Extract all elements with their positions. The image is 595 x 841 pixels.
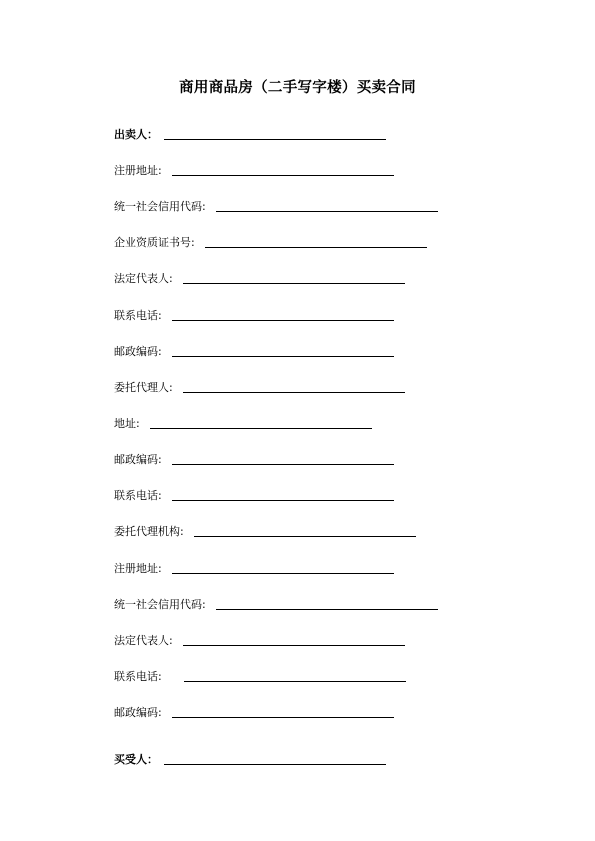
field-label: 法定代表人: <box>114 634 173 647</box>
field-label: 注册地址: <box>114 164 162 177</box>
fill-in-blank[interactable] <box>183 392 405 393</box>
fill-in-blank[interactable] <box>172 717 394 718</box>
field-row-phone <box>114 666 406 684</box>
field-row-agency <box>114 521 416 539</box>
fill-in-blank[interactable] <box>205 247 427 248</box>
field-label: 出卖人： <box>114 128 158 141</box>
field-label: 地址: <box>114 417 140 430</box>
field-label: 邮政编码: <box>114 345 162 358</box>
fill-in-blank[interactable] <box>216 609 438 610</box>
fill-in-blank[interactable] <box>164 764 386 765</box>
field-row-legal-representative <box>114 268 405 286</box>
field-label: 联系电话: <box>114 670 162 683</box>
field-row-registered-address <box>114 558 394 576</box>
field-label: 法定代表人: <box>114 272 173 285</box>
fill-in-blank[interactable] <box>172 320 394 321</box>
fill-in-blank[interactable] <box>172 500 394 501</box>
fill-in-blank[interactable] <box>150 428 372 429</box>
field-row-legal-representative <box>114 630 405 648</box>
field-row-phone <box>114 485 394 503</box>
field-label: 联系电话: <box>114 489 162 502</box>
field-label: 企业资质证书号: <box>114 236 195 249</box>
field-label: 统一社会信用代码: <box>114 200 206 213</box>
field-row-postal-code <box>114 341 394 359</box>
fill-in-blank[interactable] <box>183 283 405 284</box>
field-label: 买受人： <box>114 753 158 766</box>
field-row-credit-code <box>114 594 438 612</box>
fill-in-blank[interactable] <box>194 536 416 537</box>
field-row-address <box>114 413 372 431</box>
field-label: 委托代理人: <box>114 381 173 394</box>
field-label: 邮政编码: <box>114 453 162 466</box>
field-label: 邮政编码: <box>114 706 162 719</box>
field-row-phone <box>114 305 394 323</box>
fill-in-blank[interactable] <box>184 681 406 682</box>
field-label: 委托代理机构: <box>114 525 184 538</box>
field-label: 统一社会信用代码: <box>114 598 206 611</box>
fill-in-blank[interactable] <box>183 645 405 646</box>
field-label: 注册地址: <box>114 562 162 575</box>
field-row-authorized-agent <box>114 377 405 395</box>
field-row-qualification-cert <box>114 232 427 250</box>
field-row-registered-address <box>114 160 394 178</box>
document-title: 商用商品房（二手写字楼）买卖合同 <box>179 80 416 96</box>
fill-in-blank[interactable] <box>172 573 394 574</box>
field-row-buyer <box>114 749 386 767</box>
fill-in-blank[interactable] <box>172 356 394 357</box>
fill-in-blank[interactable] <box>172 464 394 465</box>
field-row-seller <box>114 124 386 142</box>
field-row-credit-code <box>114 196 438 214</box>
field-label: 联系电话: <box>114 309 162 322</box>
field-row-postal-code <box>114 702 394 720</box>
field-row-postal-code <box>114 449 394 467</box>
fill-in-blank[interactable] <box>216 211 438 212</box>
fill-in-blank[interactable] <box>164 139 386 140</box>
fill-in-blank[interactable] <box>172 175 394 176</box>
